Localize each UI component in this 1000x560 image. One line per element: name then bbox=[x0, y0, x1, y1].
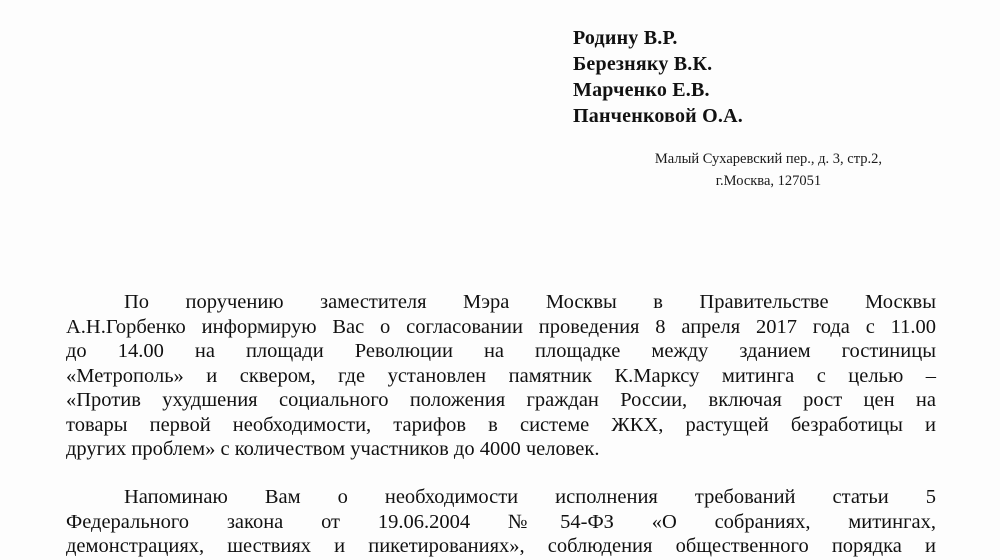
paragraph-line: до 14.00 на площади Революции на площадке между зданием гостиницы bbox=[66, 340, 936, 362]
addressee: Родину В.Р. bbox=[573, 27, 678, 49]
paragraph-line: «Против ухудшения социального положения граждан России, включая рост цен на bbox=[66, 389, 936, 411]
addressee: Марченко Е.В. bbox=[573, 79, 710, 101]
paragraph-line: других проблем» с количеством участников до 4000 человек. bbox=[66, 438, 600, 460]
address-line: Малый Сухаревский пер., д. 3, стр.2, bbox=[654, 151, 882, 167]
paragraph-line: демонстрациях, шествиях и пикетированиях», соблюдения общественного порядка и bbox=[66, 535, 936, 557]
paragraph-line: По поручению заместителя Мэра Москвы в Правительстве Москвы bbox=[124, 291, 936, 313]
paragraph-line: «Метрополь» и сквером, где установлен памятник К.Марксу митинга с целью – bbox=[66, 364, 936, 387]
address-line: г.Москва, 127051 bbox=[715, 173, 822, 189]
addressee: Панченковой О.А. bbox=[573, 105, 743, 127]
addressee: Березняку В.К. bbox=[573, 53, 713, 75]
paragraph-line: Напоминаю Вам о необходимости исполнения требований статьи 5 bbox=[124, 486, 936, 508]
recipient-address bbox=[655, 148, 882, 192]
paragraph-line: Федерального закона от 19.06.2004 №54-ФЗ «О собраниях, митингах, bbox=[66, 510, 936, 533]
paragraph-line: А.Н.Горбенко информирую Вас о согласовании проведения 8 апреля 2017 года с 11.00 bbox=[66, 315, 936, 338]
paragraph-line: товары первой необходимости, тарифов в системе ЖКХ, растущей безработицы и bbox=[66, 413, 936, 436]
addressee-list bbox=[573, 25, 743, 129]
body-paragraph-1 bbox=[66, 290, 936, 462]
body-paragraph-2 bbox=[66, 485, 936, 559]
